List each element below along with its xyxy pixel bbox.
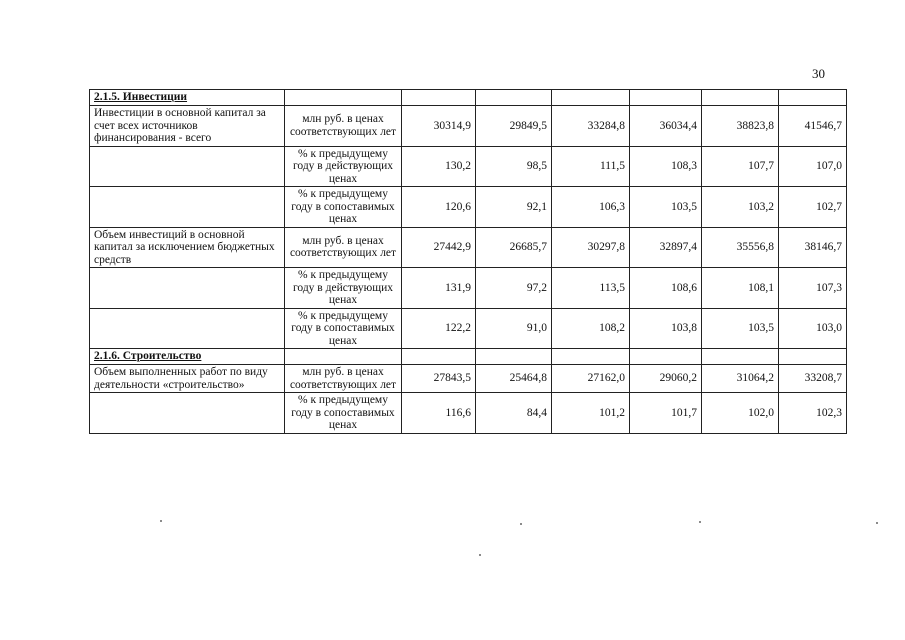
indicator-name bbox=[90, 393, 285, 434]
scan-speck bbox=[520, 523, 522, 525]
value-cell: 84,4 bbox=[476, 393, 552, 434]
unit-cell: % к предыдущему году в действующих ценах bbox=[285, 146, 402, 187]
table-row bbox=[90, 227, 847, 268]
indicator-name: Объем инвестиций в основной капитал за исключением бюджетных средств bbox=[90, 227, 285, 268]
value-cell: 107,7 bbox=[702, 146, 779, 187]
value-cell: 102,0 bbox=[702, 393, 779, 434]
section-title: 2.1.6. Строительство bbox=[90, 349, 285, 365]
table-body bbox=[90, 90, 847, 434]
indicator-name: Объем выполненных работ по виду деятельности «строительство» bbox=[90, 365, 285, 393]
value-cell: 108,6 bbox=[630, 268, 702, 309]
unit-cell: % к предыдущему году в сопоставимых ценах bbox=[285, 187, 402, 228]
table-row bbox=[90, 106, 847, 147]
empty-cell bbox=[552, 90, 630, 106]
section-header-row bbox=[90, 349, 847, 365]
indicator-name bbox=[90, 187, 285, 228]
indicator-name bbox=[90, 268, 285, 309]
value-cell: 120,6 bbox=[402, 187, 476, 228]
value-cell: 130,2 bbox=[402, 146, 476, 187]
value-cell: 91,0 bbox=[476, 308, 552, 349]
section-header-row bbox=[90, 90, 847, 106]
value-cell: 102,3 bbox=[779, 393, 847, 434]
empty-cell bbox=[285, 349, 402, 365]
value-cell: 97,2 bbox=[476, 268, 552, 309]
table-row bbox=[90, 308, 847, 349]
value-cell: 108,3 bbox=[630, 146, 702, 187]
empty-cell bbox=[552, 349, 630, 365]
value-cell: 122,2 bbox=[402, 308, 476, 349]
value-cell: 116,6 bbox=[402, 393, 476, 434]
empty-cell bbox=[630, 90, 702, 106]
value-cell: 35556,8 bbox=[702, 227, 779, 268]
value-cell: 29060,2 bbox=[630, 365, 702, 393]
scan-speck bbox=[876, 522, 878, 524]
empty-cell bbox=[402, 349, 476, 365]
scan-speck bbox=[160, 520, 162, 522]
indicators-table bbox=[89, 89, 847, 434]
value-cell: 38823,8 bbox=[702, 106, 779, 147]
empty-cell bbox=[630, 349, 702, 365]
value-cell: 101,7 bbox=[630, 393, 702, 434]
empty-cell bbox=[402, 90, 476, 106]
empty-cell bbox=[476, 90, 552, 106]
value-cell: 101,2 bbox=[552, 393, 630, 434]
value-cell: 32897,4 bbox=[630, 227, 702, 268]
indicator-name bbox=[90, 308, 285, 349]
empty-cell bbox=[779, 90, 847, 106]
table-row bbox=[90, 393, 847, 434]
value-cell: 103,0 bbox=[779, 308, 847, 349]
value-cell: 27442,9 bbox=[402, 227, 476, 268]
value-cell: 27843,5 bbox=[402, 365, 476, 393]
scan-speck bbox=[699, 521, 701, 523]
unit-cell: млн руб. в ценах соответствующих лет bbox=[285, 227, 402, 268]
scan-speck bbox=[479, 554, 481, 556]
value-cell: 38146,7 bbox=[779, 227, 847, 268]
unit-cell: млн руб. в ценах соответствующих лет bbox=[285, 365, 402, 393]
value-cell: 98,5 bbox=[476, 146, 552, 187]
value-cell: 30297,8 bbox=[552, 227, 630, 268]
empty-cell bbox=[702, 90, 779, 106]
section-title: 2.1.5. Инвестиции bbox=[90, 90, 285, 106]
table-row bbox=[90, 146, 847, 187]
value-cell: 108,1 bbox=[702, 268, 779, 309]
value-cell: 31064,2 bbox=[702, 365, 779, 393]
value-cell: 131,9 bbox=[402, 268, 476, 309]
empty-cell bbox=[285, 90, 402, 106]
empty-cell bbox=[779, 349, 847, 365]
value-cell: 41546,7 bbox=[779, 106, 847, 147]
value-cell: 33284,8 bbox=[552, 106, 630, 147]
value-cell: 103,2 bbox=[702, 187, 779, 228]
value-cell: 30314,9 bbox=[402, 106, 476, 147]
value-cell: 36034,4 bbox=[630, 106, 702, 147]
unit-cell: % к предыдущему году в сопоставимых ценах bbox=[285, 308, 402, 349]
value-cell: 111,5 bbox=[552, 146, 630, 187]
value-cell: 107,0 bbox=[779, 146, 847, 187]
value-cell: 103,5 bbox=[630, 187, 702, 228]
table-row bbox=[90, 268, 847, 309]
indicator-name bbox=[90, 146, 285, 187]
value-cell: 103,8 bbox=[630, 308, 702, 349]
value-cell: 25464,8 bbox=[476, 365, 552, 393]
unit-cell: % к предыдущему году в действующих ценах bbox=[285, 268, 402, 309]
unit-cell: млн руб. в ценах соответствующих лет bbox=[285, 106, 402, 147]
value-cell: 103,5 bbox=[702, 308, 779, 349]
page-number: 30 bbox=[812, 66, 825, 81]
value-cell: 108,2 bbox=[552, 308, 630, 349]
empty-cell bbox=[702, 349, 779, 365]
table-row bbox=[90, 365, 847, 393]
unit-cell: % к предыдущему году в сопоставимых ценах bbox=[285, 393, 402, 434]
value-cell: 113,5 bbox=[552, 268, 630, 309]
indicator-name: Инвестиции в основной капитал за счет всех источников финансирования - всего bbox=[90, 106, 285, 147]
value-cell: 107,3 bbox=[779, 268, 847, 309]
value-cell: 26685,7 bbox=[476, 227, 552, 268]
value-cell: 92,1 bbox=[476, 187, 552, 228]
value-cell: 27162,0 bbox=[552, 365, 630, 393]
table-row bbox=[90, 187, 847, 228]
value-cell: 29849,5 bbox=[476, 106, 552, 147]
value-cell: 33208,7 bbox=[779, 365, 847, 393]
value-cell: 106,3 bbox=[552, 187, 630, 228]
value-cell: 102,7 bbox=[779, 187, 847, 228]
empty-cell bbox=[476, 349, 552, 365]
